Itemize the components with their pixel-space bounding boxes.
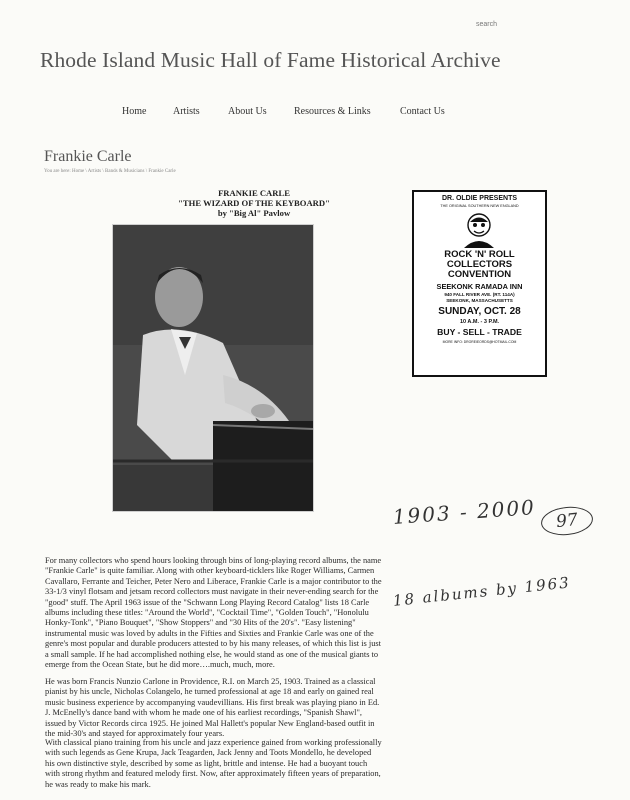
- poster-mascot-icon: [458, 210, 500, 248]
- poster-buy-sell-trade: BUY - SELL - TRADE: [437, 327, 522, 337]
- article-byline: by "Big Al" Pavlow: [217, 208, 291, 218]
- poster-venue: SEEKONK RAMADA INN: [436, 282, 523, 291]
- artist-photo: [112, 224, 314, 512]
- poster-headline-3: CONVENTION: [447, 269, 512, 280]
- search-link[interactable]: search: [476, 21, 498, 28]
- site-title: Rhode Island Music Hall of Fame Historical Archive: [40, 48, 501, 72]
- nav-contact-us[interactable]: Contact Us: [400, 106, 445, 117]
- article-heading: [134, 188, 374, 218]
- nav-home[interactable]: Home: [122, 106, 147, 117]
- article-title: FRANKIE CARLE: [218, 188, 290, 198]
- poster-more-info: MORE INFO: DROREIEORDS@HOTMAIL.COM: [442, 340, 517, 344]
- handwritten-years: 1903 - 2000: [392, 495, 537, 529]
- breadcrumb[interactable]: You are here: Home \ Artists \ Bands & Musicians \ Frankie Carle: [44, 169, 176, 174]
- poster-tagline: THE ORIGINAL SOUTHERN NEW ENGLAND: [440, 204, 519, 208]
- artist-photo-image: [113, 225, 313, 511]
- poster-headline-1: ROCK 'N' ROLL: [444, 249, 515, 260]
- nav-resources-links[interactable]: Resources & Links: [294, 106, 371, 117]
- convention-poster: [412, 190, 547, 377]
- poster-city: SEEKONK, MASSACHUSETTS: [446, 298, 513, 303]
- handwritten-age-circled: 97: [540, 504, 595, 537]
- poster-headline-2: COLLECTORS: [446, 259, 513, 270]
- article-paragraph: With classical piano training from his uncle and jazz experience gained from working professionally with such legends as Gene Krupa, Jack Teagarden, Jack Jenny and Toots Mondello, he developed his own distinctive style, described by some as light, brittle and intense. He had a buoyant touch with strong rhythm and featured melody first. Now, after approximately fifteen years of preparation, he was ready to make his mark.: [45, 738, 382, 789]
- nav-artists[interactable]: Artists: [173, 106, 200, 117]
- article-subtitle: "THE WIZARD OF THE KEYBOARD": [178, 198, 330, 208]
- article-paragraph: For many collectors who spend hours looking through bins of long-playing record albums, the name "Frankie Carle" is quite familiar. Along with other keyboard-ticklers like Roger Williams, Carmen Cavallaro, Ferrante and Teicher, Peter Nero and Liberace, Frankie Carle is a major contributor to the 33-1/3 vinyl flotsam and jetsam record collectors must navigate in their never-ending search for the "good" stuff. The April 1963 issue of the "Schwann Long Playing Record Catalog" lists 18 Carle albums including these titles: "Around the World", "Cocktail Time", "Golden Touch", "Honolulu Honky-Tonk", "Piano Bouquet", "Show Stoppers" and "30 Hits of the 20's". "Easy listening" instrumental music was loved by adults in the Fifties and Sixties and Frankie Carle was one of the genre's most popular and durable producers attested to by his many releases, of which this list is just a small sample. If he had accomplished nothing else, he would stand as one of the musical giants to emerge from the Ocean State, but he did more….much, much, more.: [45, 556, 382, 670]
- nav-about-us[interactable]: About Us: [228, 106, 267, 117]
- page-title: Frankie Carle: [44, 148, 132, 165]
- poster-presenter: DR. OLDIE PRESENTS: [441, 195, 518, 202]
- poster-date: SUNDAY, OCT. 28: [438, 306, 521, 317]
- article-paragraph: He was born Francis Nunzio Carlone in Providence, R.I. on March 25, 1903. Trained as a classical pianist by his uncle, Nicholas Colangelo, he turned professional at age 18 and early on gained real music business experience by accompanying vaudevillians. His first break was playing piano in Ed. J. McEnelly's dance band with whom he made one of his earliest recordings, "Spanish Shawl", issued by Victor Records circa 1925. He joined Mal Hallett's popular New England-based outfit in the mid-30's and stayed for approximately four years.: [45, 677, 380, 739]
- handwritten-albums-note: 18 albums by 1963: [392, 573, 572, 610]
- poster-address: 940 FALL RIVER AVE. (RT. 114A): [444, 292, 515, 297]
- poster-hours: 10 A.M. - 3 P.M.: [459, 319, 500, 325]
